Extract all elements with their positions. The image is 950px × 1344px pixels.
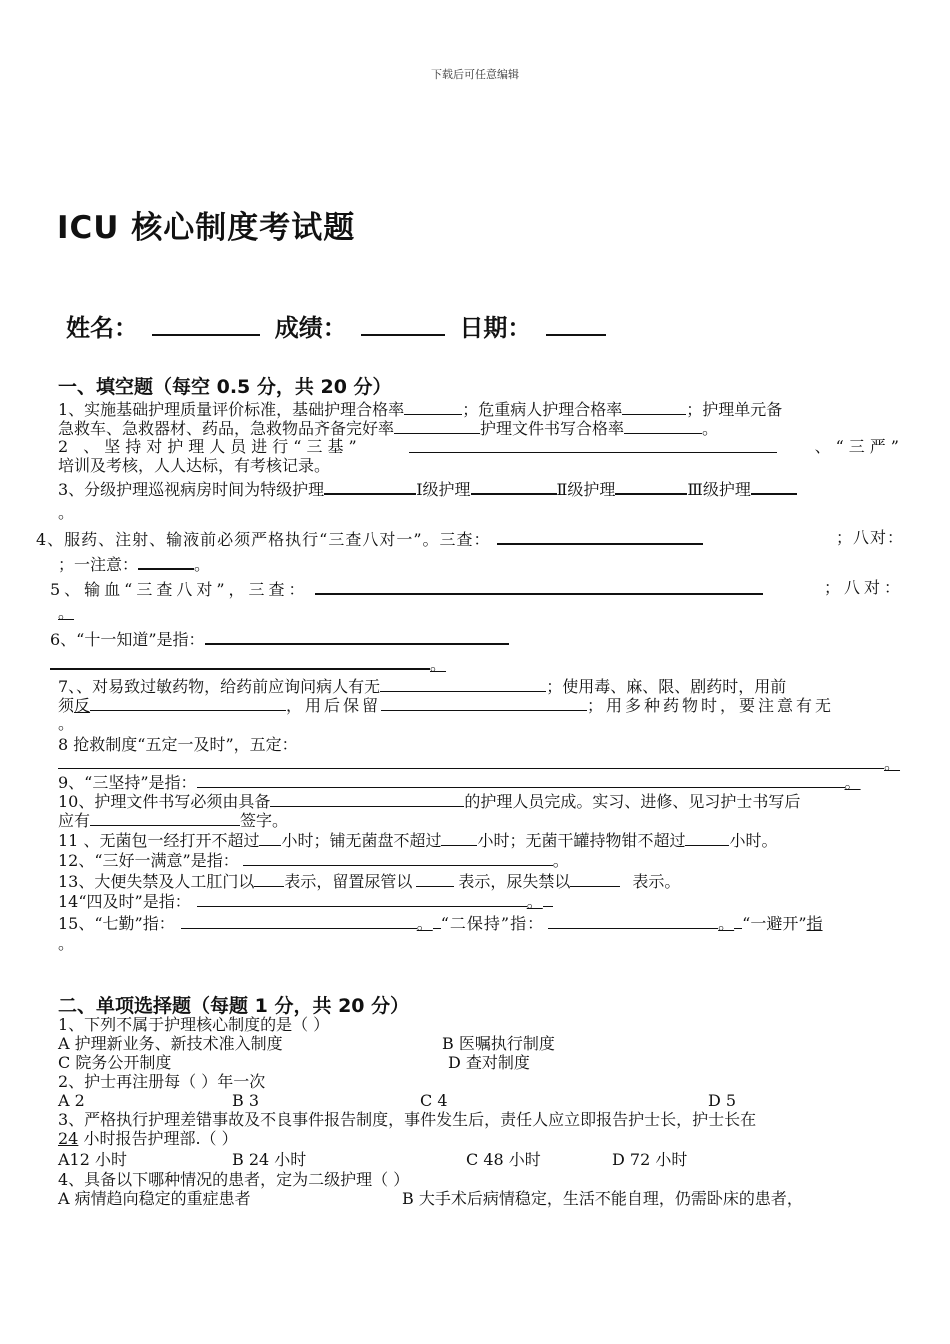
q15-line1: 15、“七勤”指： 。 “二保持”指： 。 “一避开”指 <box>58 914 823 933</box>
date-label: 日期： <box>459 314 532 342</box>
q12-line: 12、“三好一满意”是指： 。 <box>58 851 569 870</box>
q10-line1: 10、护理文件书写必须由具备 的护理人员完成。实习、进修、见习护士书写后 <box>58 792 801 811</box>
q1-blank1[interactable] <box>404 399 462 415</box>
q1-line2: 急救车、急救器材、药品，急救物品齐备完好率 护理文件书写合格率 。 <box>58 419 719 438</box>
s2-q3-option-a[interactable]: A12 小时 <box>58 1150 128 1169</box>
s2-q3-line2: 24 小时报告护理部.（ ） <box>58 1129 238 1148</box>
q2-blank1[interactable] <box>409 437 777 453</box>
s2-q1: 1、下列不属于护理核心制度的是（ ） <box>58 1015 330 1034</box>
q7-line2: 须反 ，用后保留 ；用多种药物时，要注意有无 <box>58 696 835 715</box>
student-info-line <box>66 308 612 343</box>
s2-q2: 2、护士再注册每（ ）年一次 <box>58 1072 266 1091</box>
q3-blank3[interactable] <box>615 478 687 495</box>
q6-line2: 。 <box>50 653 446 674</box>
q15-blank3[interactable] <box>548 913 718 929</box>
s2-q1-option-b[interactable]: B 医嘱执行制度 <box>442 1034 555 1053</box>
section1-heading: 一、填空题（每空 0.5 分，共 20 分） <box>58 376 392 398</box>
q14-blank1[interactable] <box>197 891 527 907</box>
q8-line2: 。 <box>58 753 900 773</box>
q6-blank1[interactable] <box>205 628 509 645</box>
q3-blank4[interactable] <box>751 478 797 495</box>
name-label: 姓名： <box>66 314 138 342</box>
q6-blank2[interactable] <box>50 653 430 670</box>
s2-q4: 4、具备以下哪种情况的患者，定为二级护理（ ） <box>58 1170 410 1189</box>
q7-blank2[interactable] <box>90 695 286 711</box>
s2-q4-option-b[interactable]: B 大手术后病情稳定，生活不能自理，仍需卧床的患者， <box>402 1189 803 1208</box>
q3-line1: 3、分级护理巡视病房时间为特级护理 Ⅰ级护理 Ⅱ级护理 Ⅲ级护理 <box>58 478 797 499</box>
q13-blank1[interactable] <box>254 871 284 887</box>
section2-heading: 二、单项选择题（每题 1 分，共 20 分） <box>58 995 410 1017</box>
s2-q2-option-c[interactable]: C 4 <box>420 1091 448 1110</box>
q15-blank4[interactable] <box>734 913 742 929</box>
header-note: 下载后可任意编辑 <box>431 68 519 81</box>
q13-line: 13、大便失禁及人工肛门以 表示，留置尿管以 表示，尿失禁以 表示。 <box>58 872 681 891</box>
name-blank[interactable] <box>152 312 260 336</box>
q15-blank2[interactable] <box>433 913 441 929</box>
q8-blank1[interactable] <box>58 753 884 769</box>
s2-q3-option-d[interactable]: D 72 小时 <box>612 1150 688 1169</box>
q3-blank1[interactable] <box>324 478 416 495</box>
q10-blank2[interactable] <box>90 810 240 826</box>
score-blank[interactable] <box>361 312 445 336</box>
q4-line2: ；一注意： 。 <box>58 555 211 574</box>
q7-blank1[interactable] <box>380 676 546 692</box>
q10-line2: 应有 签字。 <box>58 811 289 830</box>
q11-blank2[interactable] <box>441 830 477 846</box>
q11-line: 11 、无菌包一经打开不超过 小时；铺无菌盘不超过 小时；无菌干罐持物钳不超过 小时。 <box>58 831 778 850</box>
q14-blank2[interactable] <box>543 891 553 907</box>
s2-q1-option-a[interactable]: A 护理新业务、新技术准入制度 <box>58 1034 283 1053</box>
s2-q2-option-b[interactable]: B 3 <box>232 1091 260 1110</box>
q5-line2: 。 <box>58 603 75 622</box>
s2-q1-option-d[interactable]: D 查对制度 <box>448 1053 530 1072</box>
q3-line2: 。 <box>58 503 75 522</box>
q12-blank1[interactable] <box>243 850 553 866</box>
s2-q3-option-c[interactable]: C 48 小时 <box>466 1150 541 1169</box>
q1-blank3[interactable] <box>394 418 480 434</box>
q10-blank1[interactable] <box>270 791 464 807</box>
q4-line1: 4、服药、注射、输液前必须严格执行“三查八对一”。三查： ；八对： <box>36 528 904 549</box>
s2-q3-option-b[interactable]: B 24 小时 <box>232 1150 307 1169</box>
score-label: 成绩： <box>274 314 347 342</box>
q9-line: 9、“三坚持”是指： 。 <box>58 773 861 792</box>
date-blank[interactable] <box>546 312 606 336</box>
s2-q1-option-c[interactable]: C 院务公开制度 <box>58 1053 172 1072</box>
s2-q2-option-a[interactable]: A 2 <box>58 1091 85 1110</box>
q6-line1: 6、“十一知道”是指： <box>50 628 509 649</box>
q8-line1: 8 抢救制度“五定一及时”，五定： <box>58 735 298 754</box>
s2-q2-option-d[interactable]: D 5 <box>708 1091 737 1110</box>
q3-blank2[interactable] <box>471 478 557 495</box>
q4-blank2[interactable] <box>138 553 194 570</box>
q9-blank1[interactable] <box>197 772 845 788</box>
q7-line1: 7、、对易致过敏药物，给药前应询问病人有无 ；使用毒、麻、限、剧药时，用前 <box>58 677 787 696</box>
q15-line2: 。 <box>58 934 75 953</box>
q14-line: 14“四及时”是指： 。 <box>58 891 553 911</box>
q1-blank2[interactable] <box>622 399 686 415</box>
q15-blank1[interactable] <box>181 913 417 929</box>
q7-line3: 。 <box>58 714 75 733</box>
q1-blank4[interactable] <box>624 418 702 434</box>
q11-blank1[interactable] <box>259 830 281 846</box>
q2-line2: 培训及考核，人人达标，有考核记录。 <box>58 456 331 475</box>
q13-blank3[interactable] <box>570 871 620 887</box>
q11-blank3[interactable] <box>685 830 729 846</box>
q4-blank1[interactable] <box>497 528 703 545</box>
q2-line1: 2 、坚持对护理人员进行“三基” 、“三严” <box>58 437 904 456</box>
s2-q4-option-a[interactable]: A 病情趋向稳定的重症患者 <box>58 1189 251 1208</box>
q5-line1: 5、输血“三查八对”，三查： ；八对： <box>50 578 904 599</box>
page-title: ICU 核心制度考试题 <box>57 210 356 246</box>
q7-blank3[interactable] <box>381 695 587 711</box>
q13-blank2[interactable] <box>416 871 454 887</box>
s2-q3-line1: 3、严格执行护理差错事故及不良事件报告制度，事件发生后，责任人应立即报告护士长，护士长在 <box>58 1110 757 1129</box>
q1-line1: 1、实施基础护理质量评价标准，基础护理合格率 ；危重病人护理合格率 ；护理单元备 <box>58 400 783 419</box>
q5-blank1[interactable] <box>315 578 763 595</box>
